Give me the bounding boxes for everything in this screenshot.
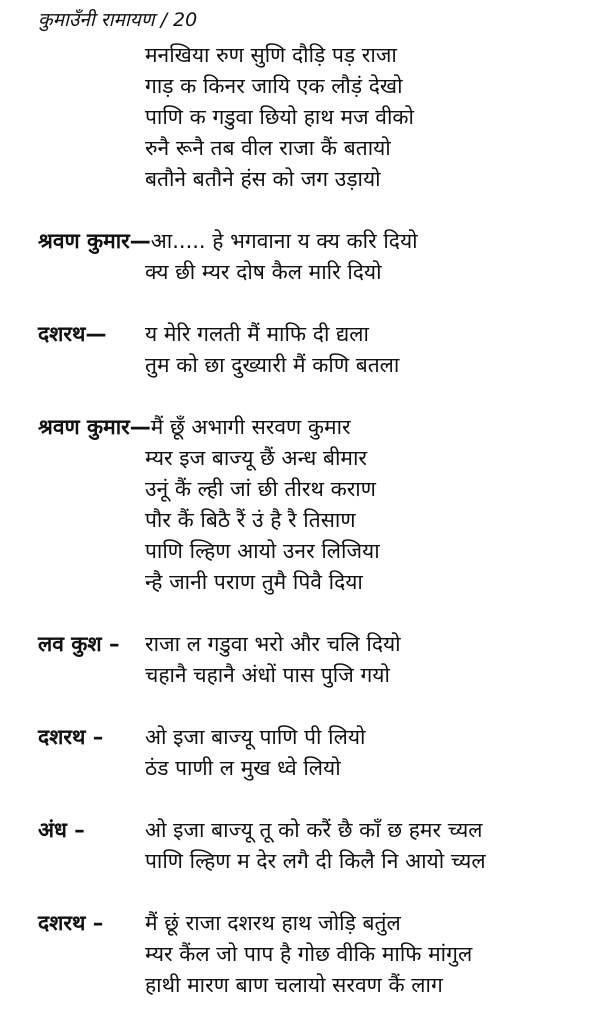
speaker-name: अंध – xyxy=(38,818,85,842)
speaker-spacer xyxy=(38,846,145,877)
verse-line: मैं छूं राजा दशरथ हाथ जोड़ि बतुंल xyxy=(145,911,401,935)
speaker-name: दशरथ— xyxy=(38,322,107,346)
verse-line: य मेरि गलती मैं माफि दी द्यला xyxy=(145,322,369,346)
verse-row xyxy=(38,567,598,598)
speaker-name: दशरथ – xyxy=(38,911,104,935)
speaker-spacer xyxy=(38,71,145,102)
speaker-spacer xyxy=(38,40,145,71)
speaker-spacer xyxy=(38,350,145,381)
dialogue-block xyxy=(38,908,598,1001)
verse-line: गाड़ क किनर जायि एक लौड़ं देखो xyxy=(145,74,403,98)
verse-line: ओ इजा बाज्यू पाणि पी लियो xyxy=(145,725,366,749)
verse-line: पौर कैं बिठै रैं उं है रै तिसाण xyxy=(145,508,356,532)
speaker-spacer xyxy=(38,133,145,164)
verse-row xyxy=(38,71,598,102)
verse-row xyxy=(38,319,598,350)
verse-line: म्यर कैंल जो पाप है गोछ वीकि माफि मांगुल xyxy=(145,942,473,966)
verse-line: म्यर इज बाज्यू छैं अन्ध बीमार xyxy=(145,446,367,470)
speaker-spacer xyxy=(38,660,145,691)
verse-row xyxy=(38,536,598,567)
verse-line: पाणि ल्हिण म देर लगै दी किलै नि आयो च्यल xyxy=(145,849,486,873)
speaker-name: श्रवण कुमार— xyxy=(38,415,151,439)
speaker-spacer xyxy=(38,257,145,288)
verse-line: मैं छूँ अभागी सरवण कुमार xyxy=(150,415,351,439)
dialogue-block xyxy=(38,722,598,784)
book-title: कुमाउँनी रामायण xyxy=(38,9,155,31)
dialogue-block xyxy=(38,815,598,877)
verse-line: चहानै चहानै अंधों पास पुजि गयो xyxy=(145,663,390,687)
verse-line: ओ इजा बाज्यू तू को करैं छै काँ छ हमर च्यल xyxy=(145,818,483,842)
speaker-spacer xyxy=(38,474,145,505)
verse-line: राजा ल गडुवा भरो और चलि दियो xyxy=(145,632,401,656)
speaker-spacer xyxy=(38,567,145,598)
verse-row xyxy=(38,629,598,660)
verse-line: तुम को छा दुख्यारी मैं कणि बतला xyxy=(145,353,400,377)
verse-row xyxy=(38,443,598,474)
verse-row xyxy=(38,970,598,1001)
speaker-spacer xyxy=(38,753,145,784)
verse-row xyxy=(38,164,598,195)
verse-line: हाथी मारण बाण चलायो सरवण कैं लाग xyxy=(145,973,443,997)
verse-row xyxy=(38,350,598,381)
verse-row xyxy=(38,474,598,505)
verse-row xyxy=(38,102,598,133)
verse-line: ठंड पाणी ल मुख ध्वे लियो xyxy=(145,756,341,780)
verse-line: पाणि क गडुवा छियो हाथ मज वीको xyxy=(145,105,414,129)
page-number: 20 xyxy=(173,9,198,31)
header-separator: / xyxy=(160,9,167,31)
dialogue-block xyxy=(38,319,598,381)
verse-row xyxy=(38,505,598,536)
dialogue-block xyxy=(38,629,598,691)
verse-line: पाणि ल्हिण आयो उनर लिजिया xyxy=(145,539,380,563)
running-header xyxy=(38,5,197,36)
speaker-name: लव कुश – xyxy=(38,632,120,656)
verse-row xyxy=(38,660,598,691)
verse-row xyxy=(38,40,598,71)
verse-line: मनखिया रुण सुणि दौड़ि पड़ राजा xyxy=(145,43,397,67)
verse-line: न्है जानी पराण तुमै पिवै दिया xyxy=(145,570,363,594)
dialogue-block xyxy=(38,226,598,288)
verse-line: उनूं कैं ल्ही जां छी तीरथ कराण xyxy=(145,477,376,501)
verse-row xyxy=(38,133,598,164)
verse-content xyxy=(38,40,598,1032)
verse-row xyxy=(38,939,598,970)
verse-row xyxy=(38,846,598,877)
verse-row xyxy=(38,722,598,753)
speaker-name: दशरथ – xyxy=(38,725,104,749)
verse-line: रुनै रूनै तब वील राजा कैं बतायो xyxy=(145,136,391,160)
speaker-spacer xyxy=(38,536,145,567)
speaker-spacer xyxy=(38,443,145,474)
verse-line: आ..... हे भगवाना य क्य करि दियो xyxy=(150,229,418,253)
speaker-spacer xyxy=(38,970,145,1001)
verse-line: बतौने बतौने हंस को जग उड़ायो xyxy=(145,167,381,191)
speaker-name: श्रवण कुमार— xyxy=(38,229,151,253)
dialogue-block xyxy=(38,40,598,195)
verse-line: क्य छी म्यर दोष कैल मारि दियो xyxy=(145,260,382,284)
verse-row xyxy=(38,257,598,288)
speaker-spacer xyxy=(38,102,145,133)
speaker-spacer xyxy=(38,939,145,970)
verse-row xyxy=(38,815,598,846)
verse-row xyxy=(38,412,598,443)
verse-row xyxy=(38,753,598,784)
verse-row xyxy=(38,908,598,939)
speaker-spacer xyxy=(38,505,145,536)
speaker-spacer xyxy=(38,164,145,195)
verse-row xyxy=(38,226,598,257)
dialogue-block xyxy=(38,412,598,598)
